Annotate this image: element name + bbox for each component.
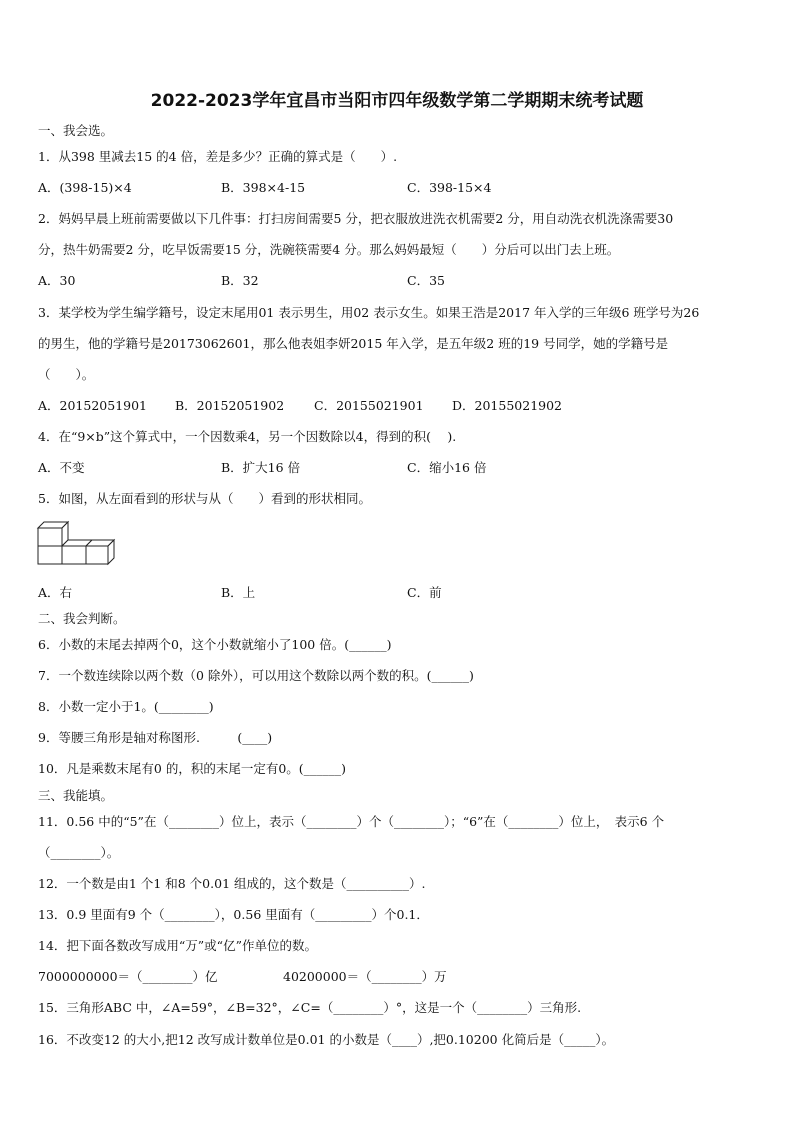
question-1: 1．从398 里减去15 的4 倍，差是多少？正确的算式是（ ）. (38, 149, 398, 164)
question-6: 6．小数的末尾去掉两个0，这个小数就缩小了100 倍。(______) (38, 637, 392, 652)
page-title: 2022-2023学年宜昌市当阳市四年级数学第二学期期末统考试题 (150, 91, 644, 111)
option-b: B．398×4-15 (221, 180, 306, 195)
question-12: 12．一个数是由1 个1 和8 个0.01 组成的，这个数是（__________）. (38, 876, 426, 891)
question-3-line-3: （ ）。 (38, 367, 95, 382)
question-11-line-1: 11．0.56 中的“5”在（________）位上，表示（________）个（________）；“6”在（________）位上， 表示6 个 (38, 814, 665, 829)
question-14: 14．把下面各数改写成用“万”或“亿”作单位的数。 (38, 938, 317, 953)
question-2-line-1: 2．妈妈早晨上班前需要做以下几件事：打扫房间需要5 分，把衣服放进洗衣机需要2 分，用自动洗衣机洗涤需要30 (38, 211, 674, 226)
option-a: A．右 (38, 585, 73, 600)
question-10: 10．凡是乘数末尾有0 的，积的末尾一定有0。(______) (38, 761, 347, 776)
question-3-line-2: 的男生，他的学籍号是20173062601，那么他表姐李妍2015 年入学，是五年级2 班的19 号同学，她的学籍号是 (38, 336, 669, 351)
question-9: 9．等腰三角形是轴对称图形. (____) (38, 730, 273, 745)
question-3-line-1: 3．某学校为学生编学籍号，设定末尾用01 表示男生，用02 表示女生。如果王浩是2017 年入学的三年级6 班学号为26 (38, 305, 700, 320)
option-a: A．不变 (38, 460, 85, 475)
option-c: C．20155021901 (314, 398, 424, 413)
option-a: A．(398-15)×4 (38, 180, 132, 195)
option-b: B．上 (221, 585, 256, 600)
section-heading-fill: 三、我能填。 (38, 788, 114, 803)
question-15: 15．三角形ABC 中，∠A=59°，∠B=32°，∠C=（________）°，这是一个（________）三角形. (38, 1000, 582, 1015)
option-c: C．35 (407, 273, 445, 288)
question-4: 4．在“9×b”这个算式中，一个因数乘4，另一个因数除以4，得到的积( ). (38, 429, 457, 444)
question-2-line-2: 分，热牛奶需要2 分，吃早饭需要15 分，洗碗筷需要4 分。那么妈妈最短（ ）分后可以出门去上班。 (38, 242, 620, 257)
question-5: 5．如图，从左面看到的形状与从（ ）看到的形状相同。 (38, 491, 371, 506)
question-14-part-1: 7000000000＝（________）亿 (38, 969, 218, 984)
option-c: C．前 (407, 585, 442, 600)
question-8: 8．小数一定小于1。(________) (38, 699, 214, 714)
section-heading-choose: 一、我会选。 (38, 123, 114, 138)
question-7: 7．一个数连续除以两个数（0 除外），可以用这个数除以两个数的积。(______) (38, 668, 474, 683)
option-b: B．32 (221, 273, 259, 288)
option-c: C．398-15×4 (407, 180, 492, 195)
option-a: A．20152051901 (38, 398, 148, 413)
cube-stack-figure (36, 518, 116, 566)
option-b: B．扩大16 倍 (221, 460, 301, 475)
question-14-part-2: 40200000＝（________）万 (283, 969, 447, 984)
option-d: D．20155021902 (452, 398, 563, 413)
question-11-line-2: （________）。 (38, 845, 120, 860)
question-16: 16．不改变12 的大小,把12 改写成计数单位是0.01 的小数是（____）,把0.10200 化简后是（_____）。 (38, 1032, 615, 1047)
section-heading-judge: 二、我会判断。 (38, 611, 126, 626)
option-b: B．20152051902 (175, 398, 285, 413)
option-a: A．30 (38, 273, 76, 288)
option-c: C．缩小16 倍 (407, 460, 487, 475)
question-13: 13．0.9 里面有9 个（________），0.56 里面有（_________）个0.1． (38, 907, 429, 922)
